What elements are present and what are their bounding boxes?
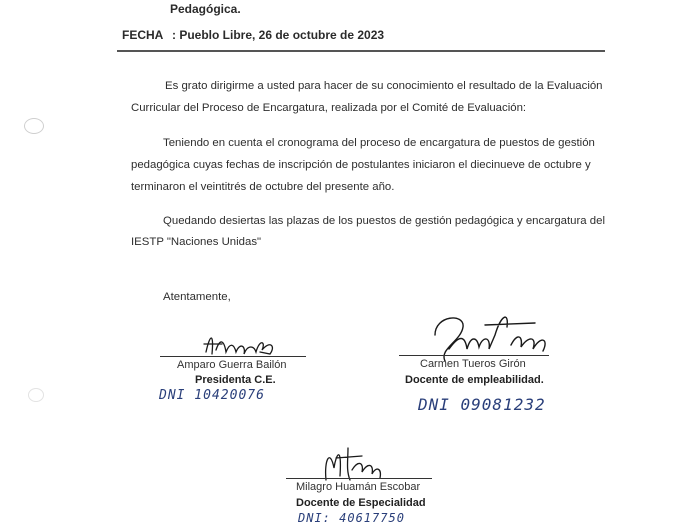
paragraph-3-line-1: Quedando desiertas las plazas de los puestos de gestión pedagógica y encargatura del <box>163 215 606 227</box>
signatory-1-dni: DNI 10420076 <box>159 388 265 403</box>
paragraph-1-line-1: Es grato dirigirme a usted para hacer de su conocimiento el resultado de la Evaluación <box>165 80 603 92</box>
signatory-1-name: Amparo Guerra Bailón <box>177 359 287 371</box>
signatory-2-dni: DNI 09081232 <box>418 395 546 414</box>
signature-line-3 <box>286 478 432 479</box>
fecha-label: FECHA <box>122 28 164 42</box>
signatory-2-role: Docente de empleabilidad. <box>405 374 544 386</box>
paragraph-2-line-1: Teniendo en cuenta el cronograma del proceso de encargatura de puestos de gestión <box>163 137 595 149</box>
paragraph-2-line-3: terminaron el veintitrés de octubre del presente año. <box>131 181 395 193</box>
signatory-3-name: Milagro Huamán Escobar <box>296 481 421 493</box>
fecha-value: : Pueblo Libre, 26 de octubre de 2023 <box>172 28 385 42</box>
signatory-3-role: Docente de Especialidad <box>296 497 426 509</box>
signature-line-2 <box>399 355 549 356</box>
paragraph-1-line-2: Curricular del Proceso de Encargatura, realizada por el Comité de Evaluación: <box>131 102 527 114</box>
closing: Atentamente, <box>163 291 231 303</box>
header-divider <box>117 50 605 52</box>
subject-continuation: Pedagógica. <box>170 2 241 16</box>
signatory-2-name: Carmen Tueros Girón <box>420 358 526 370</box>
signatory-3-dni: DNI: 40617750 <box>298 511 405 525</box>
paragraph-2-line-2: pedagógica cuyas fechas de inscripción de postulantes iniciaron el diecinueve de octubre y <box>131 159 591 171</box>
signatory-1-role: Presidenta C.E. <box>195 374 276 386</box>
punch-hole <box>28 388 44 402</box>
paragraph-3-line-2: IESTP "Naciones Unidas" <box>131 236 262 248</box>
signature-line-1 <box>160 356 306 357</box>
punch-hole <box>24 118 44 134</box>
signature-2 <box>425 305 555 365</box>
